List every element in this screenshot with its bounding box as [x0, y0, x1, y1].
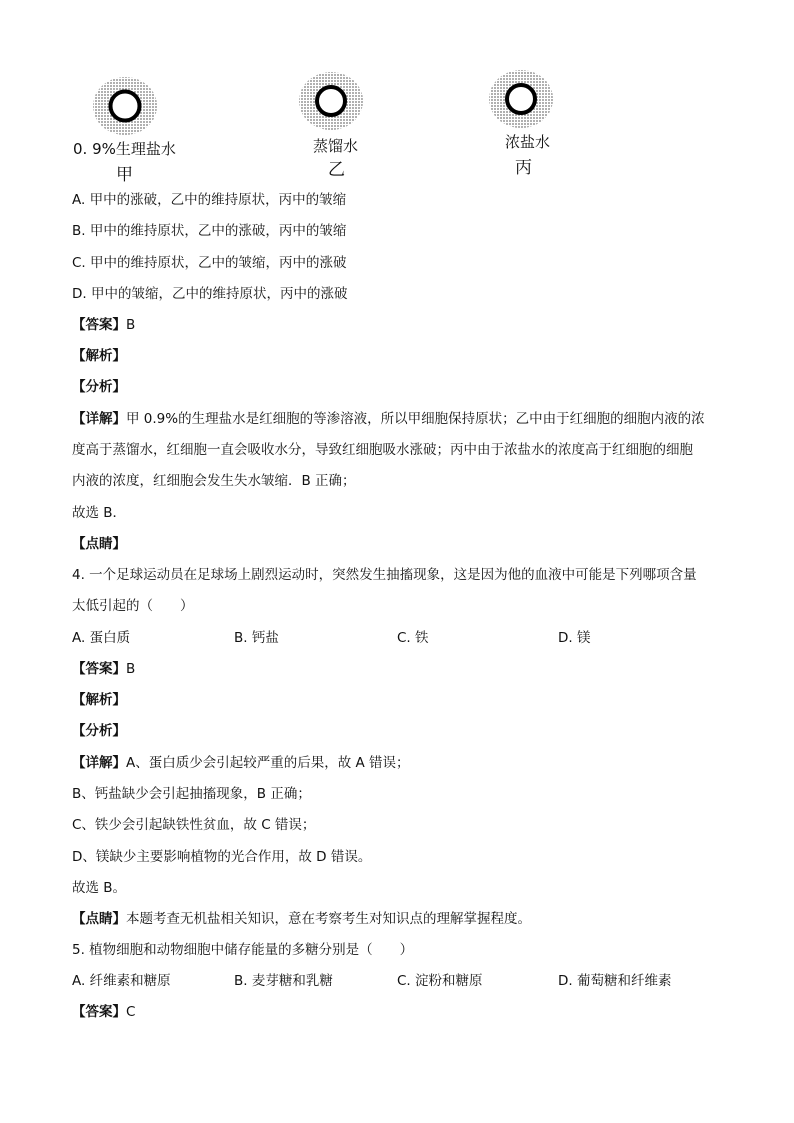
q4-stem-line-2: 太低引起的（ ） — [72, 598, 194, 614]
q5-option-c: C. 淀粉和糖原 — [397, 973, 483, 989]
answer-value: C — [126, 1004, 136, 1020]
q4-answer — [72, 660, 135, 678]
q5-option-b: B. 麦芽糖和乳糖 — [234, 973, 333, 989]
detail-text: A、蛋白质少会引起较严重的后果，故 A 错误； — [126, 755, 410, 771]
q3-detail-line-3: 内液的浓度，红细胞会发生失水皱缩．B 正确； — [72, 473, 356, 489]
dianjing-text: 本题考查无机盐相关知识，意在考察考生对知识点的理解掌握程度。 — [126, 911, 531, 927]
cell-sub-jia: 甲 — [116, 165, 133, 185]
q4-option-a: A. 蛋白质 — [72, 630, 131, 646]
q4-detail-line-2: B、钙盐缺少会引起抽搐现象，B 正确； — [72, 786, 311, 802]
q3-answer — [72, 316, 135, 334]
answer-value: B — [126, 661, 136, 677]
q3-option-b: B. 甲中的维持原状，乙中的涨破，丙中的皱缩 — [72, 223, 347, 239]
cell-label-bing: 浓盐水 — [505, 133, 551, 151]
q4-stem-line-1: 4. 一个足球运动员在足球场上剧烈运动时，突然发生抽搐现象，这是因为他的血液中可能是下列哪项含量 — [72, 567, 697, 583]
answer-tag: 【答案】 — [72, 317, 126, 333]
q5-answer — [72, 1003, 135, 1021]
q3-detail-line-1 — [72, 410, 705, 428]
q4-analysis-tag: 【解析】 — [72, 692, 126, 708]
q3-analysis-tag: 【解析】 — [72, 348, 126, 364]
cell-sub-yi: 乙 — [328, 160, 345, 180]
answer-tag: 【答案】 — [72, 1004, 126, 1020]
q4-option-b: B. 钙盐 — [234, 630, 279, 646]
q4-option-c: C. 铁 — [397, 630, 429, 646]
q4-option-d: D. 镁 — [558, 630, 591, 646]
q5-option-a: A. 纤维素和糖原 — [72, 973, 171, 989]
cell-diagram-bing — [488, 69, 554, 129]
dianjing-tag: 【点睛】 — [72, 911, 126, 927]
q4-detail-line-4: D、镁缺少主要影响植物的光合作用，故 D 错误。 — [72, 849, 372, 865]
q4-detail-line-3: C、铁少会引起缺铁性贫血，故 C 错误； — [72, 817, 316, 833]
cell-diagram-jia — [92, 76, 158, 136]
q4-dianjing — [72, 910, 531, 928]
q3-option-d: D. 甲中的皱缩，乙中的维持原状，丙中的涨破 — [72, 286, 348, 302]
cell-diagram-yi — [298, 71, 364, 131]
q4-fenxi-tag: 【分析】 — [72, 723, 126, 739]
q4-choose: 故选 B。 — [72, 880, 127, 896]
cell-sub-bing: 丙 — [515, 158, 532, 178]
cell-label-yi: 蒸馏水 — [313, 137, 359, 155]
answer-tag: 【答案】 — [72, 661, 126, 677]
answer-value: B — [126, 317, 136, 333]
detail-tag: 【详解】 — [72, 411, 126, 427]
detail-tag: 【详解】 — [72, 755, 126, 771]
q3-option-c: C. 甲中的维持原状，乙中的皱缩，丙中的涨破 — [72, 255, 347, 271]
q5-option-d: D. 葡萄糖和纤维素 — [558, 973, 672, 989]
q5-stem: 5. 植物细胞和动物细胞中储存能量的多糖分别是（ ） — [72, 942, 414, 958]
q3-choose: 故选 B． — [72, 505, 127, 521]
detail-text: 甲 0.9%的生理盐水是红细胞的等渗溶液，所以甲细胞保持原状；乙中由于红细胞的细胞内液的浓 — [126, 411, 705, 427]
q3-detail-line-2: 度高于蒸馏水，红细胞一直会吸收水分，导致红细胞吸水涨破；丙中由于浓盐水的浓度高于红细胞的细胞 — [72, 442, 693, 458]
q3-fenxi-tag: 【分析】 — [72, 379, 126, 395]
cell-label-jia: 0. 9%生理盐水 — [73, 140, 176, 158]
q4-detail-line-1 — [72, 754, 410, 772]
q3-dianjing-tag: 【点睛】 — [72, 536, 126, 552]
q3-option-a: A. 甲中的涨破，乙中的维持原状，丙中的皱缩 — [72, 192, 347, 208]
